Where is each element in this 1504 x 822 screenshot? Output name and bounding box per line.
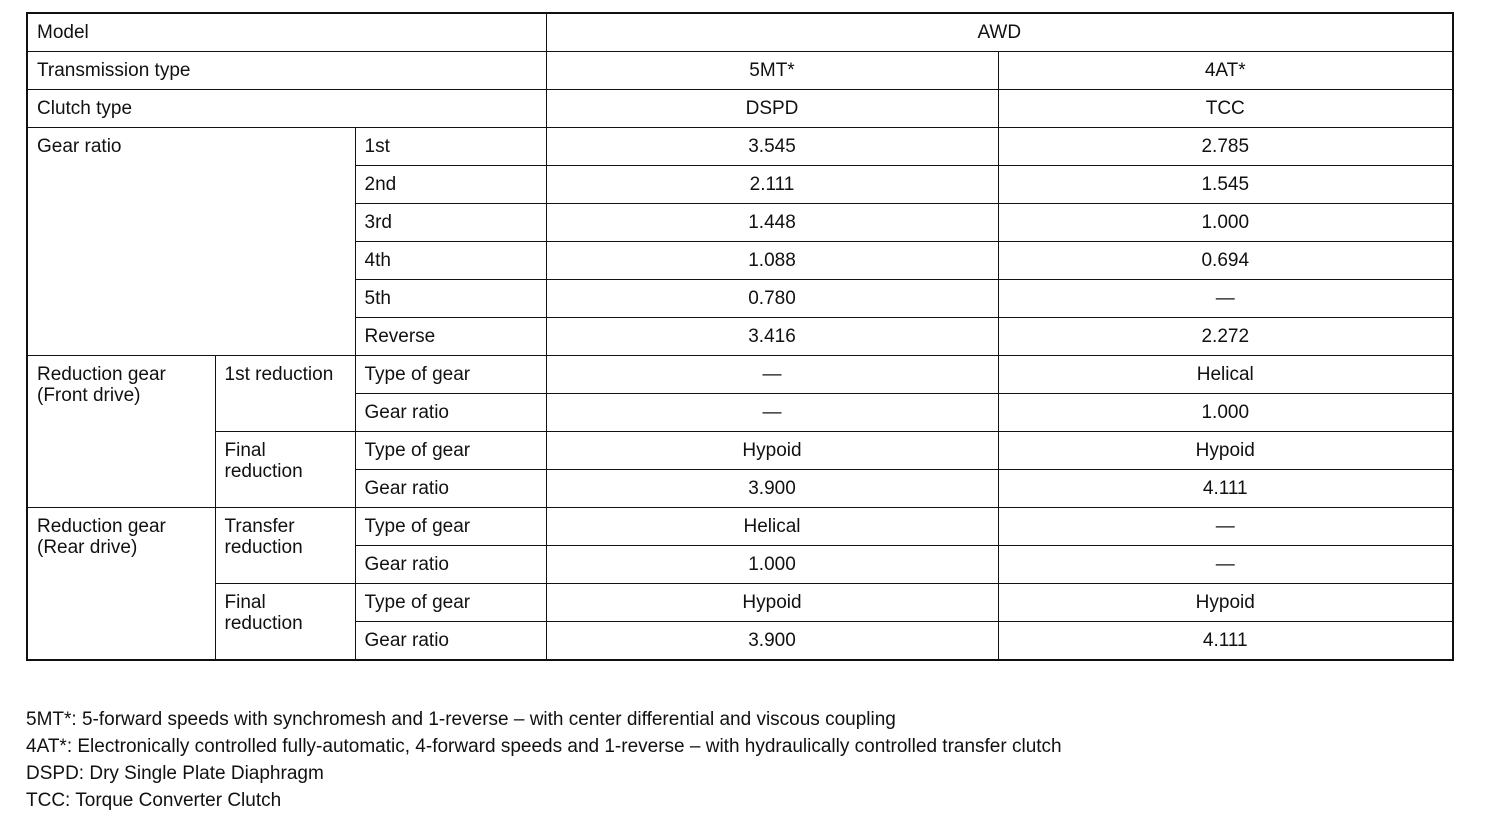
transmission-5mt: 5MT*: [546, 52, 998, 90]
front-first-reduction-label: 1st reduction: [215, 356, 355, 432]
footnote: 4AT*: Electronically controlled fully-automatic, 4-forward speeds and 1-reverse – with hydraulically controlled transfer clutch: [26, 736, 1062, 757]
gear-ratio-label: Gear ratio: [27, 128, 355, 356]
rear-final-reduction-label: Final reduction: [215, 584, 355, 661]
footnotes: [26, 706, 1062, 814]
cell-mt-value: Helical: [546, 508, 998, 546]
cell-mt-value: —: [546, 356, 998, 394]
gear-at-value: 1.000: [998, 204, 1453, 242]
footnote: TCC: Torque Converter Clutch: [26, 790, 282, 811]
front-drive-label: Reduction gear (Front drive): [27, 356, 215, 508]
row-label: Gear ratio: [355, 546, 546, 584]
model-value: AWD: [546, 13, 1453, 52]
gear-mt-value: 2.111: [546, 166, 998, 204]
table-row: [27, 90, 1453, 128]
cell-at-value: Hypoid: [998, 432, 1453, 470]
footnote: 5MT*: 5-forward speeds with synchromesh and 1-reverse – with center differential and viscous coupling: [26, 709, 896, 730]
clutch-4at: TCC: [998, 90, 1453, 128]
table-row: [27, 508, 1453, 546]
gear-label: 1st: [355, 128, 546, 166]
rear-drive-label: Reduction gear (Rear drive): [27, 508, 215, 661]
gear-label: 5th: [355, 280, 546, 318]
cell-mt-value: Hypoid: [546, 432, 998, 470]
gear-at-value: 2.272: [998, 318, 1453, 356]
cell-at-value: 1.000: [998, 394, 1453, 432]
gear-at-value: 2.785: [998, 128, 1453, 166]
cell-at-value: Hypoid: [998, 584, 1453, 622]
gear-mt-value: 0.780: [546, 280, 998, 318]
gear-at-value: 0.694: [998, 242, 1453, 280]
transmission-label: Transmission type: [27, 52, 546, 90]
clutch-label: Clutch type: [27, 90, 546, 128]
gear-mt-value: 3.416: [546, 318, 998, 356]
clutch-5mt: DSPD: [546, 90, 998, 128]
gear-label: Reverse: [355, 318, 546, 356]
table-row: [27, 584, 1453, 622]
table-row: [27, 432, 1453, 470]
row-label: Type of gear: [355, 432, 546, 470]
cell-at-value: —: [998, 508, 1453, 546]
model-label: Model: [27, 13, 546, 52]
gear-at-value: 1.545: [998, 166, 1453, 204]
row-label: Gear ratio: [355, 622, 546, 661]
table-row: [27, 128, 1453, 166]
gear-mt-value: 1.088: [546, 242, 998, 280]
cell-mt-value: 3.900: [546, 470, 998, 508]
gear-mt-value: 3.545: [546, 128, 998, 166]
cell-mt-value: —: [546, 394, 998, 432]
footnote: DSPD: Dry Single Plate Diaphragm: [26, 763, 324, 784]
gear-label: 2nd: [355, 166, 546, 204]
cell-at-value: —: [998, 546, 1453, 584]
row-label: Gear ratio: [355, 470, 546, 508]
cell-at-value: Helical: [998, 356, 1453, 394]
cell-at-value: 4.111: [998, 470, 1453, 508]
row-label: Type of gear: [355, 584, 546, 622]
gear-label: 3rd: [355, 204, 546, 242]
row-label: Type of gear: [355, 508, 546, 546]
gear-mt-value: 1.448: [546, 204, 998, 242]
rear-transfer-reduction-label: Transfer reduction: [215, 508, 355, 584]
specifications-table: [26, 12, 1454, 661]
gear-label: 4th: [355, 242, 546, 280]
row-label: Gear ratio: [355, 394, 546, 432]
gear-at-value: —: [998, 280, 1453, 318]
front-final-reduction-label: Final reduction: [215, 432, 355, 508]
row-label: Type of gear: [355, 356, 546, 394]
table-row: [27, 52, 1453, 90]
table-row: [27, 13, 1453, 52]
cell-mt-value: Hypoid: [546, 584, 998, 622]
cell-mt-value: 3.900: [546, 622, 998, 661]
transmission-4at: 4AT*: [998, 52, 1453, 90]
table-row: [27, 356, 1453, 394]
cell-at-value: 4.111: [998, 622, 1453, 661]
cell-mt-value: 1.000: [546, 546, 998, 584]
